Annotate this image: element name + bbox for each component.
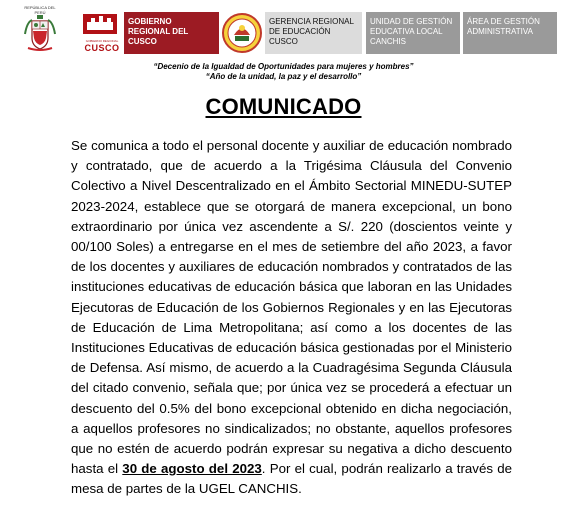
ugel-label: UNIDAD DE GESTIÓN EDUCATIVA LOCAL CANCHIS bbox=[366, 12, 460, 54]
document-title: COMUNICADO bbox=[205, 94, 362, 119]
decenio-motto: “Decenio de la Igualdad de Oportunidades para mujeres y hombres” bbox=[153, 62, 414, 71]
peru-caption: REPÚBLICA DEL PERÚ bbox=[24, 5, 56, 15]
body-text-before: Se comunica a todo el personal docente y auxiliar de educación nombrado y contratado, que de acuerdo a la Trigésima Cláusula del Convenio Colectivo a Nivel Descentralizado en el Ámbito Sectorial MINEDU-SUTEP 2023-2024, establece que se otorgará de manera excepcional, un bono extraordinario por única vez ascendente a S/. 220 (doscientos veinte y 00/100 Soles) a entregarse en el mes de setiembre del año 2023, a favor de los docentes y auxiliares de educación nombrados y contratados de las instituciones educativas de educación básica que laboran en las Unidades Ejecutoras de Educación de los Gobiernos Regionales y en las Ejecutoras de Educación de Lima Metropolitana; así como a los docentes de las Instituciones Educativas de educación básica gestionadas por el Ministerio de Defensa. Así mismo, de acuerdo a la Cuadragésima Segunda Cláusula del citado convenio, señala que; por única vez se procederá a efectuar un descuento del 0.5% del bono excepcional obtenido en dicha negociación, a aquellos profesores no sindicalizados; no obstante, aquellos profesores que no estén de acuerdo podrán expresar su negativa a dicho descuento hasta el bbox=[71, 138, 512, 477]
letterhead bbox=[0, 0, 567, 58]
gerencia-emblem-icon bbox=[220, 12, 264, 54]
gobierno-regional-label: GOBIERNO REGIONAL DEL CUSCO bbox=[124, 12, 219, 54]
cusco-logo-text: CUSCO bbox=[84, 43, 120, 53]
area-label: ÁREA DE GESTIÓN ADMINISTRATIVA bbox=[463, 12, 557, 54]
cusco-logo-subtext: GOBIERNO REGIONAL bbox=[85, 39, 119, 43]
year-motto: “Año de la unidad, la paz y el desarrollo” bbox=[205, 72, 362, 81]
body-text-after: . Por el cual, podrán realizarlo a través de mesa de partes de la UGEL CANCHIS. bbox=[71, 461, 512, 497]
communique-body bbox=[71, 136, 512, 500]
deadline-date: 30 de agosto del 2023 bbox=[122, 461, 262, 477]
gerencia-regional-label: GERENCIA REGIONAL DE EDUCACIÓN CUSCO bbox=[265, 12, 362, 54]
peru-coat-of-arms-icon bbox=[24, 12, 56, 52]
